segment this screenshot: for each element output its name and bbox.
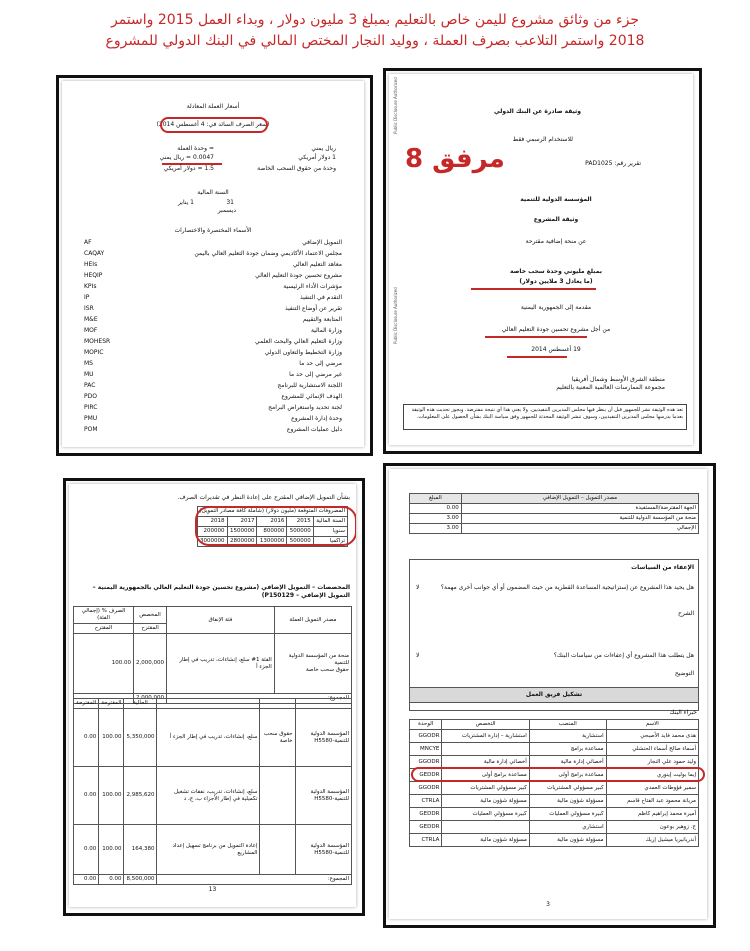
doc1-fiscal-month: ديسمبر bbox=[217, 207, 236, 214]
allocation-table-2 bbox=[73, 698, 352, 885]
team-spec: كبيرة مسؤولي العمليات bbox=[442, 808, 529, 821]
row4-currency bbox=[260, 825, 295, 875]
disbursement-table-title: المصروفات المتوقعة (مليون دولار) (شاملة كافة مصادر التمويل) bbox=[197, 507, 347, 517]
list-item bbox=[62, 272, 364, 282]
team-role: مساعدة برامج أولى bbox=[529, 769, 606, 782]
team-spec bbox=[442, 743, 529, 756]
cumulative-label: تراكميا bbox=[313, 537, 347, 547]
abbr-name: الهدف الإنمائي للمشروع bbox=[281, 393, 342, 400]
row4-source: المؤسسة الدولية للتنمية-H5580 bbox=[295, 825, 351, 875]
doc2-heading-2: للاستخدام الرسمي فقط bbox=[512, 136, 573, 143]
year-cell: 2018 bbox=[197, 517, 227, 527]
team-role: استشارية bbox=[529, 730, 606, 743]
disbursement-highlight bbox=[195, 506, 356, 546]
row1-category: الفئة 1# سلع، إنشاءات، تدريب في إطار الجزء أ bbox=[167, 634, 275, 694]
abbr-name: المتابعة والتقييم bbox=[302, 316, 342, 323]
row2-proposed: 0.00 bbox=[74, 709, 99, 767]
abbr-name: مجلس الاعتماد الأكاديمي وضمان جودة التعليم العالي باليمن bbox=[194, 250, 342, 257]
row3-current: 100.00 bbox=[99, 767, 124, 825]
abbr-code: M&E bbox=[84, 316, 98, 323]
list-item bbox=[62, 382, 364, 392]
col-proposed-3: المقترحة bbox=[74, 699, 99, 709]
doc3-page bbox=[69, 484, 356, 907]
doc4-page bbox=[389, 469, 707, 919]
col-alloc: المخصص bbox=[134, 607, 167, 624]
abbr-code: AF bbox=[84, 239, 92, 246]
list-item bbox=[62, 393, 364, 403]
table-row bbox=[410, 782, 699, 795]
doc1-fiscal-title: السنة المالية bbox=[197, 189, 229, 196]
abbr-name: التقدم في التنفيذ bbox=[300, 294, 342, 301]
abbr-name: وزارة التعليم العالي والبحث العلمي bbox=[255, 338, 342, 345]
doc2-amount-2: (ما يعادل 3 ملايين دولار) bbox=[519, 278, 593, 285]
annual-cell: 200000 bbox=[197, 527, 227, 537]
doc2-for: من أجل مشروع تحسين جودة التعليم العالي bbox=[501, 326, 611, 333]
years-label: السنة المالية bbox=[313, 517, 347, 527]
team-spec bbox=[442, 821, 529, 834]
abbr-code: MU bbox=[84, 371, 94, 378]
doc1-rate1-right: 0.0047 = ريال يمني bbox=[159, 154, 214, 161]
cumulative-cell: 2800000 bbox=[227, 537, 257, 547]
team-role: أخصائي إدارة مالية bbox=[529, 756, 606, 769]
doc2-report-number: تقرير رقم: PAD1025 bbox=[585, 160, 641, 167]
total-2-proposed: 0.00 bbox=[74, 875, 99, 885]
policy-clarify: التوضيح bbox=[674, 670, 694, 677]
abbr-code: MOHESR bbox=[84, 338, 111, 345]
project-underline bbox=[485, 336, 587, 338]
abbr-name: مؤشرات الأداء الرئيسية bbox=[283, 283, 342, 290]
funding-value: 0.00 bbox=[410, 504, 462, 514]
team-name: إيما بوليت إينوري bbox=[606, 769, 698, 782]
team-col-spec: التخصص bbox=[442, 720, 529, 730]
col-source: مصدر التمويل العملة bbox=[274, 607, 351, 634]
team-unit: GGODR bbox=[410, 782, 442, 795]
team-unit: CTRLA bbox=[410, 795, 442, 808]
abbr-code: PIRC bbox=[84, 404, 98, 411]
team-unit: GEDDR bbox=[410, 808, 442, 821]
row1-currency: حقوق سحب خاصة bbox=[305, 667, 349, 673]
row4-amount: 164,380 bbox=[124, 825, 157, 875]
table-row bbox=[410, 730, 699, 743]
row3-proposed: 0.00 bbox=[74, 767, 99, 825]
list-item bbox=[62, 305, 364, 315]
list-item bbox=[62, 360, 364, 370]
team-spec: كبير مسؤولي المشتريات bbox=[442, 782, 529, 795]
doc1-title: أسعار العملة المعادلة bbox=[186, 103, 240, 110]
row3-amount: 2,985,620 bbox=[124, 767, 157, 825]
abbr-name: لجنة تحديد واستعراض البرامج bbox=[268, 404, 342, 411]
team-unit: GEDDR bbox=[410, 821, 442, 834]
table-row bbox=[410, 504, 699, 514]
policy-a1: لا bbox=[416, 584, 420, 591]
table-row bbox=[74, 875, 352, 885]
table-row bbox=[74, 709, 352, 767]
team-role: كبيرة مسؤولي العمليات bbox=[529, 808, 606, 821]
allocation-title: المخصصات – التمويل الإضافي (مشروع تحسين جودة التعليم العالي بالجمهورية اليمنية – التمويل الإضافي – P150129) bbox=[92, 584, 350, 599]
doc3-page-number: 13 bbox=[208, 886, 217, 893]
funding-table bbox=[409, 493, 699, 534]
funding-col-source: مصدر التمويل – التمويل الإضافي bbox=[461, 494, 698, 504]
rate-date-highlight bbox=[160, 117, 268, 133]
table-row bbox=[410, 743, 699, 756]
team-role: مسؤولة شؤون مالية bbox=[529, 834, 606, 847]
doc2-side-label-2: Public Disclosure Authorized bbox=[393, 287, 398, 344]
team-spec: مسؤولة شؤون مالية bbox=[442, 834, 529, 847]
list-item bbox=[62, 349, 364, 359]
team-col-name: الاسم bbox=[606, 720, 698, 730]
headline-line-1: جزء من وثائق مشروع لليمن خاص بالتعليم بمبلغ 3 مليون دولار ، وبداء العمل 2015 واستمر bbox=[110, 12, 639, 28]
doc1-abbr-title: الأسماء المختصرة والاختصارات bbox=[174, 227, 252, 234]
doc2-heading-1: وثيقة صادرة عن البنك الدولي bbox=[494, 108, 581, 115]
abbr-code: HEQIP bbox=[84, 272, 103, 279]
doc2-about: عن منحة إضافية مقترحة bbox=[525, 238, 587, 245]
team-name: مريانة محمود عبد الفتاح قاسم bbox=[606, 795, 698, 808]
team-title: تشكيل فريق العمل bbox=[525, 691, 583, 698]
table-row bbox=[74, 825, 352, 875]
funding-value: 3.00 bbox=[410, 514, 462, 524]
annual-cell: 800000 bbox=[257, 527, 287, 537]
abbr-name: اللجنة الاستشارية للبرنامج bbox=[277, 382, 342, 389]
date-underline bbox=[507, 356, 567, 358]
year-cell: 2016 bbox=[257, 517, 287, 527]
policy-q1: هل يحيد هذا المشروع عن إستراتيجية المساعدة القطرية من حيث المضمون أو أي جوانب أخرى مهمة؟ bbox=[440, 584, 694, 591]
abbr-code: HEIs bbox=[84, 261, 98, 268]
team-role: كبير مسؤولي المشتريات bbox=[529, 782, 606, 795]
doc3-intro: بشأن التمويل الإضافي المقترح على إعادة النظر في تقديرات الصرف. bbox=[177, 494, 350, 501]
abbr-name: معاهد التعليم العالي bbox=[292, 261, 342, 268]
abbr-code: KPIs bbox=[84, 283, 97, 290]
doc1-fiscal-from: 1 يناير bbox=[177, 199, 194, 206]
annual-cell: 1500000 bbox=[227, 527, 257, 537]
team-unit: MNCYE bbox=[410, 743, 442, 756]
team-unit: CTRLA bbox=[410, 834, 442, 847]
team-spec: مسؤولة شؤون مالية bbox=[442, 795, 529, 808]
abbr-code: POM bbox=[84, 426, 98, 433]
doc2-page bbox=[389, 74, 693, 445]
row2-currency: حقوق سحب خاصة bbox=[260, 709, 295, 767]
team-role: مساعدة برامج bbox=[529, 743, 606, 756]
doc2-disclaimer-box bbox=[403, 404, 687, 430]
doc4-page-number: 3 bbox=[546, 901, 550, 908]
policy-explain: الشرح bbox=[677, 610, 694, 617]
row1-source: منحة من المؤسسة الدولية للتنمية bbox=[288, 653, 349, 666]
team-name: وليد حمود علي النجار bbox=[606, 756, 698, 769]
table-row bbox=[410, 821, 699, 834]
abbr-code: ISR bbox=[84, 305, 94, 312]
row3-currency bbox=[260, 767, 295, 825]
funding-col-amount: المبلغ bbox=[410, 494, 462, 504]
abbr-code: CAQAY bbox=[84, 250, 105, 257]
amount-underline bbox=[471, 288, 596, 290]
doc1-page bbox=[62, 81, 364, 447]
team-unit: GGODR bbox=[410, 730, 442, 743]
funding-value: 3.00 bbox=[410, 524, 462, 534]
list-item bbox=[62, 250, 364, 260]
doc2-amount-1: بمبلغ مليوني وحدة سحب خاصة bbox=[510, 268, 602, 275]
col-proposed-2: المقترحة bbox=[99, 699, 124, 709]
policy-a2: لا bbox=[416, 652, 420, 659]
annual-label: سنويا bbox=[313, 527, 347, 537]
row2-amount: 5,350,000 bbox=[124, 709, 157, 767]
cumulative-cell: 3000000 bbox=[197, 537, 227, 547]
abbr-name: غير مرضي إلى حد ما bbox=[289, 371, 342, 378]
abbr-code: PAC bbox=[84, 382, 96, 389]
abbr-code: MS bbox=[84, 360, 93, 367]
list-item bbox=[62, 415, 364, 425]
row2-category: سلع، إنشاءات، تدريب في إطار الجزء أ bbox=[157, 709, 260, 767]
team-unit: GGODR bbox=[410, 756, 442, 769]
table-row bbox=[410, 524, 699, 534]
col-current: الحالية bbox=[124, 699, 157, 709]
team-col-role: المنصب bbox=[529, 720, 606, 730]
total-2: 8,500,000 bbox=[124, 875, 157, 885]
team-role: مسؤولة شؤون مالية bbox=[529, 795, 606, 808]
abbr-name: مشروع تحسين جودة التعليم العالي bbox=[255, 272, 342, 279]
abbr-code: MOPIC bbox=[84, 349, 104, 356]
list-item bbox=[62, 239, 364, 249]
table-row bbox=[74, 767, 352, 825]
list-item bbox=[62, 294, 364, 304]
funding-label: منحة من المؤسسة الدولية للتنمية bbox=[461, 514, 698, 524]
funding-label: الجهة المقترضة/المستفيدة bbox=[461, 504, 698, 514]
team-unit: GEDDR bbox=[410, 769, 442, 782]
allocation-table-1 bbox=[73, 606, 352, 704]
team-name: ج. زوهير بوعون bbox=[606, 821, 698, 834]
col-proposed-pct: المقترح bbox=[74, 624, 134, 634]
headline-line-2: 2018 واستمر التلاعب بصرف العملة ، ووليد النجار المختص المالي في البنك الدولي للمشروع bbox=[105, 33, 645, 49]
row2-source: المؤسسة الدولية للتنمية-H5580 bbox=[295, 709, 351, 767]
team-name: هدى محمد فايد الأصبحي bbox=[606, 730, 698, 743]
abbr-name: مرضي إلى حد ما bbox=[299, 360, 342, 367]
col-pct: الصرف % (إجمالي الفئة) bbox=[74, 607, 134, 624]
annual-cell: 500000 bbox=[287, 527, 313, 537]
total-1: 2,000,000 bbox=[134, 694, 167, 704]
team-spec: أخصائي إدارة مالية bbox=[442, 756, 529, 769]
row3-category: سلع، إنشاءات، تدريب، نفقات تشغيل تكميلية في إطار الأجزاء ب، ج، د bbox=[157, 767, 260, 825]
list-item bbox=[62, 283, 364, 293]
list-item bbox=[62, 327, 364, 337]
row3-source: المؤسسة الدولية للتنمية-H5580 bbox=[295, 767, 351, 825]
total-label-1: المجموع: bbox=[167, 694, 352, 704]
headline bbox=[20, 10, 730, 52]
cumulative-cell: 1300000 bbox=[257, 537, 287, 547]
list-item bbox=[62, 371, 364, 381]
row1-amount: 2,000,000 bbox=[134, 634, 167, 694]
annex-label: مرفق 8 bbox=[405, 144, 505, 174]
list-item bbox=[62, 404, 364, 414]
list-item bbox=[62, 338, 364, 348]
year-cell: 2015 bbox=[287, 517, 313, 527]
team-table bbox=[409, 719, 699, 847]
list-item bbox=[62, 261, 364, 271]
doc2-side-label-1: Public Disclosure Authorized bbox=[393, 77, 398, 134]
doc1-rate2-right: وحدة من حقوق السحب الخاصة bbox=[257, 165, 336, 172]
table-row bbox=[410, 795, 699, 808]
team-role: استشاري bbox=[529, 821, 606, 834]
doc1-rate-date: (سعر الصرف السائد في: 4 أغسطس 2014) bbox=[156, 121, 270, 128]
funding-label: الإجمالي bbox=[461, 524, 698, 534]
team-name: أسماء صالح أسماء الحنشلي bbox=[606, 743, 698, 756]
abbr-name: تقرير عن أوضاع التنفيذ bbox=[284, 305, 342, 312]
row4-category: إعادة التمويل من برنامج تسهيل إعداد المشاريع bbox=[157, 825, 260, 875]
abbr-code: MOF bbox=[84, 327, 98, 334]
doc1-fiscal-to: 31 bbox=[226, 199, 234, 206]
list-item bbox=[62, 316, 364, 326]
doc2-doc-type: وثيقة المشروع bbox=[533, 216, 579, 223]
doc1-rate1-left: 1 دولار أمريكي bbox=[298, 154, 336, 161]
doc2-region-1: منطقة الشرق الأوسط وشمال أفريقيا bbox=[571, 376, 665, 383]
doc2-region-2: مجموعة الممارسات العالمية المعنية بالتعليم bbox=[556, 384, 665, 391]
abbr-code: PDO bbox=[84, 393, 97, 400]
policy-q2: هل يتطلب هذا المشروع أي إعفاءات من سياسات البنك؟ bbox=[553, 652, 694, 659]
doc2-to: مقدمة إلى الجمهورية اليمنية bbox=[520, 304, 592, 311]
team-name: أندريانيريا ميشيل إريك bbox=[606, 834, 698, 847]
col-proposed: المقترح bbox=[134, 624, 167, 634]
year-cell: 2017 bbox=[227, 517, 257, 527]
total-2-current: 0.00 bbox=[99, 875, 124, 885]
doc1-rate2-left: 1.5 = دولار أمريكي bbox=[163, 165, 214, 172]
doc1-currency-unit-label: = وحدة العملة bbox=[177, 145, 214, 152]
list-item bbox=[62, 426, 364, 436]
abbr-name: التمويل الإضافي bbox=[302, 239, 342, 246]
abbr-name: وزارة المالية bbox=[310, 327, 342, 334]
staff-highlight bbox=[411, 767, 705, 782]
team-spec: استشارية – إدارة المشتريات bbox=[442, 730, 529, 743]
team-spec: مساعدة برامج أولى bbox=[442, 769, 529, 782]
table-row bbox=[74, 634, 352, 694]
table-row bbox=[410, 808, 699, 821]
doc1-currency-unit-value: ريال يمني bbox=[311, 145, 336, 152]
team-col-unit: الوحدة bbox=[410, 720, 442, 730]
policy-title: الإعفاء من السياسات bbox=[631, 564, 694, 571]
doc2-org: المؤسسة الدولية للتنمية bbox=[520, 196, 592, 203]
cumulative-cell: 500000 bbox=[287, 537, 313, 547]
doc2-disclaimer: تعد هذه الوثيقة نشر للجمهور قبل أن ينظر فيها مجلس المديرين التنفيذيين. ولا يعني هذا أي نتيجة مفترضة. ويجوز تحديث هذه الوثيقة بعدما يدرسها مجلس المديرين التنفيذيين، وسوف تنشر الوثيقة المحدثة للجمهور وفق سياسة البنك بشأن الحصول على المعلومات. bbox=[411, 407, 683, 420]
row2-current: 100.00 bbox=[99, 709, 124, 767]
total-label-2: المجموع: bbox=[157, 875, 352, 885]
row4-proposed: 0.00 bbox=[74, 825, 99, 875]
team-name: سمير فؤوطات العمدي bbox=[606, 782, 698, 795]
bank-staff-label: خبراء البنك bbox=[669, 709, 697, 716]
abbr-code: PMU bbox=[84, 415, 98, 422]
abbr-name: وحدة إدارة المشروع bbox=[291, 415, 342, 422]
row1-pct: 100.00 bbox=[74, 634, 134, 694]
team-name: أميرة محمد إبراهيم كاظم bbox=[606, 808, 698, 821]
table-row bbox=[410, 514, 699, 524]
abbr-code: IP bbox=[84, 294, 90, 301]
team-title-bar bbox=[409, 687, 699, 703]
col-category: فئة الإنفاق bbox=[167, 607, 275, 634]
doc2-date: 19 أغسطس 2014 bbox=[531, 346, 581, 353]
abbr-name: دليل عمليات المشروع bbox=[286, 426, 342, 433]
abbr-name: وزارة التخطيط والتعاون الدولي bbox=[264, 349, 342, 356]
row4-current: 100.00 bbox=[99, 825, 124, 875]
table-row bbox=[410, 834, 699, 847]
